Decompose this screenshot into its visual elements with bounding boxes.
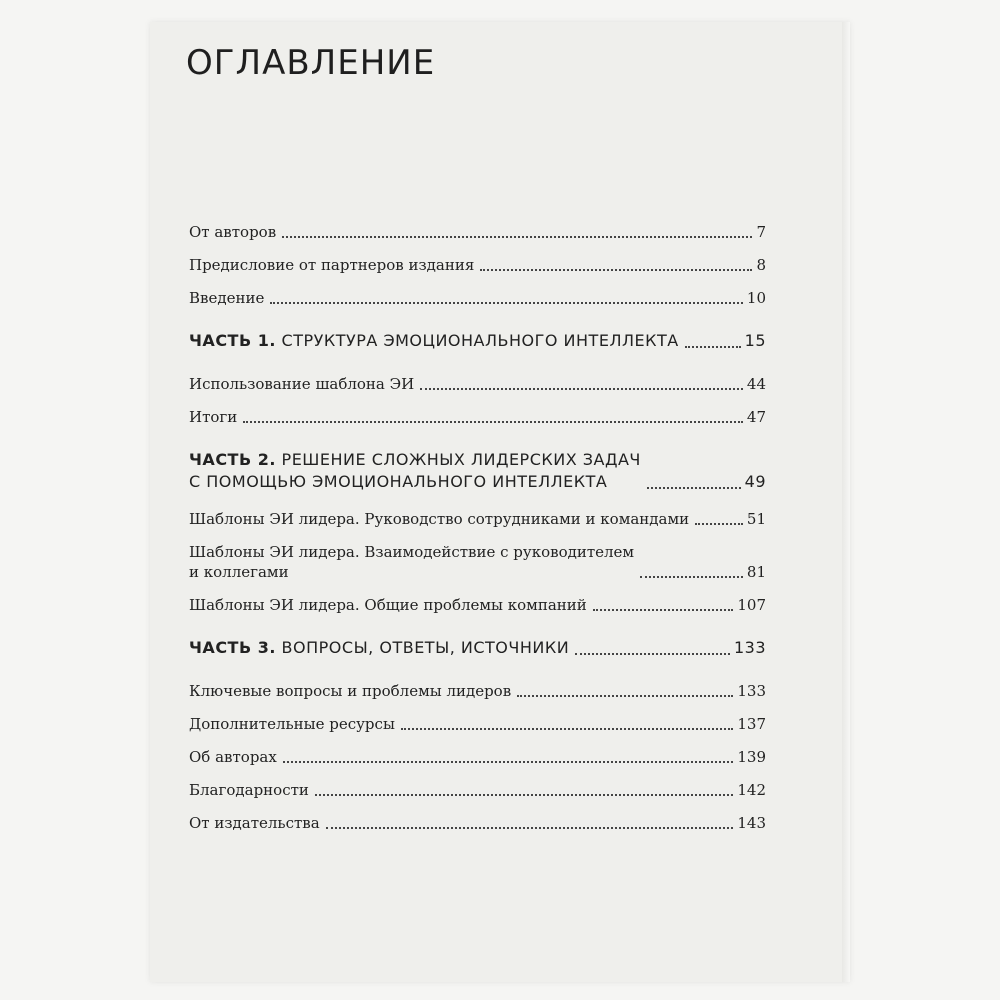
- dot-leader: [326, 827, 734, 829]
- dot-leader: [640, 576, 743, 578]
- page-spine-shadow: [842, 22, 850, 982]
- part-name: СТРУКТУРА ЭМОЦИОНАЛЬНОГО ИНТЕЛЛЕКТА: [281, 331, 679, 350]
- dot-leader: [401, 728, 733, 730]
- toc-entry-title: От издательства: [189, 814, 320, 832]
- toc-page-number: 47: [746, 408, 766, 426]
- dot-leader: [647, 487, 741, 489]
- toc-entry-title: От авторов: [189, 223, 277, 241]
- toc-entry-additional-resources[interactable]: [189, 714, 766, 734]
- dot-leader: [315, 794, 733, 796]
- toc-part-title: [189, 637, 569, 659]
- toc-entry-leader-templates-manager[interactable]: [189, 542, 766, 582]
- toc-entry-introduction[interactable]: [189, 288, 766, 308]
- dot-leader: [593, 609, 734, 611]
- dot-leader: [695, 523, 743, 525]
- toc-page-number: 49: [744, 472, 766, 491]
- toc-entry-leader-templates-staff[interactable]: [189, 509, 766, 529]
- toc-entry-title: Об авторах: [189, 748, 277, 766]
- dot-leader: [420, 388, 743, 390]
- toc-page-number: 81: [746, 563, 766, 581]
- part-name-line-1: РЕШЕНИЕ СЛОЖНЫХ ЛИДЕРСКИХ ЗАДАЧ: [281, 450, 641, 469]
- toc-entry-foreword[interactable]: [189, 255, 766, 275]
- part-name: ВОПРОСЫ, ОТВЕТЫ, ИСТОЧНИКИ: [281, 638, 570, 657]
- toc-entry-about-authors[interactable]: [189, 747, 766, 767]
- toc-entry-title: Шаблоны ЭИ лидера. Общие проблемы компаний: [189, 596, 587, 614]
- dot-leader: [480, 269, 752, 271]
- part-label: ЧАСТЬ 2.: [189, 450, 276, 469]
- toc-entry-title: Ключевые вопросы и проблемы лидеров: [189, 682, 512, 700]
- toc-entry-key-questions[interactable]: [189, 681, 766, 701]
- toc-entry-title: Шаблоны ЭИ лидера. Руководство сотрудниками и командами: [189, 510, 690, 528]
- toc-part-title: [189, 449, 641, 493]
- toc-entry-leader-templates-company[interactable]: [189, 595, 766, 615]
- toc-page-number: 107: [737, 596, 766, 614]
- toc-page-number: 142: [737, 781, 766, 799]
- dot-leader: [283, 761, 734, 763]
- toc-page-number: 44: [746, 375, 766, 393]
- toc-entry-title: Введение: [189, 289, 265, 307]
- dot-leader: [270, 302, 743, 304]
- toc-entry-title: Предисловие от партнеров издания: [189, 256, 475, 274]
- toc-page-number: 15: [744, 331, 766, 350]
- toc-entry-title: Итоги: [189, 408, 238, 426]
- toc-entry-title-line-2: и коллегами: [189, 563, 289, 581]
- toc-page-number: 10: [746, 289, 766, 307]
- toc-page-number: 143: [737, 814, 766, 832]
- page-title: ОГЛАВЛЕНИЕ: [186, 43, 436, 83]
- toc-page-number: 139: [737, 748, 766, 766]
- toc-page-number: 133: [737, 682, 766, 700]
- toc-page-number: 7: [756, 223, 766, 241]
- toc-page-number: 8: [756, 256, 766, 274]
- dot-leader: [575, 653, 730, 655]
- toc-entry-ei-template-usage[interactable]: [189, 374, 766, 394]
- toc-page-number: 137: [737, 715, 766, 733]
- toc-part-3[interactable]: [189, 637, 766, 659]
- toc-entry-acknowledgements[interactable]: [189, 780, 766, 800]
- dot-leader: [243, 421, 743, 423]
- toc-entry-title: [189, 542, 634, 582]
- toc-part-2[interactable]: [189, 449, 766, 493]
- dot-leader: [282, 236, 752, 238]
- toc-part-title: [189, 330, 679, 352]
- toc-entry-title-line-1: Шаблоны ЭИ лидера. Взаимодействие с руководителем: [189, 543, 635, 561]
- part-name-line-2: С ПОМОЩЬЮ ЭМОЦИОНАЛЬНОГО ИНТЕЛЛЕКТА: [189, 472, 608, 491]
- toc-entry-title: Дополнительные ресурсы: [189, 715, 395, 733]
- dot-leader: [685, 346, 741, 348]
- toc-entry-from-authors[interactable]: [189, 222, 766, 242]
- dot-leader: [517, 695, 733, 697]
- toc-page-number: 133: [733, 638, 766, 657]
- part-label: ЧАСТЬ 1.: [189, 331, 276, 350]
- toc-page-number: 51: [746, 510, 766, 528]
- toc-entry-summary[interactable]: [189, 407, 766, 427]
- toc-entry-title: Использование шаблона ЭИ: [189, 375, 415, 393]
- toc-part-1[interactable]: [189, 330, 766, 352]
- table-of-contents: [189, 222, 766, 846]
- toc-entry-title: Благодарности: [189, 781, 309, 799]
- part-label: ЧАСТЬ 3.: [189, 638, 276, 657]
- toc-entry-from-publisher[interactable]: [189, 813, 766, 833]
